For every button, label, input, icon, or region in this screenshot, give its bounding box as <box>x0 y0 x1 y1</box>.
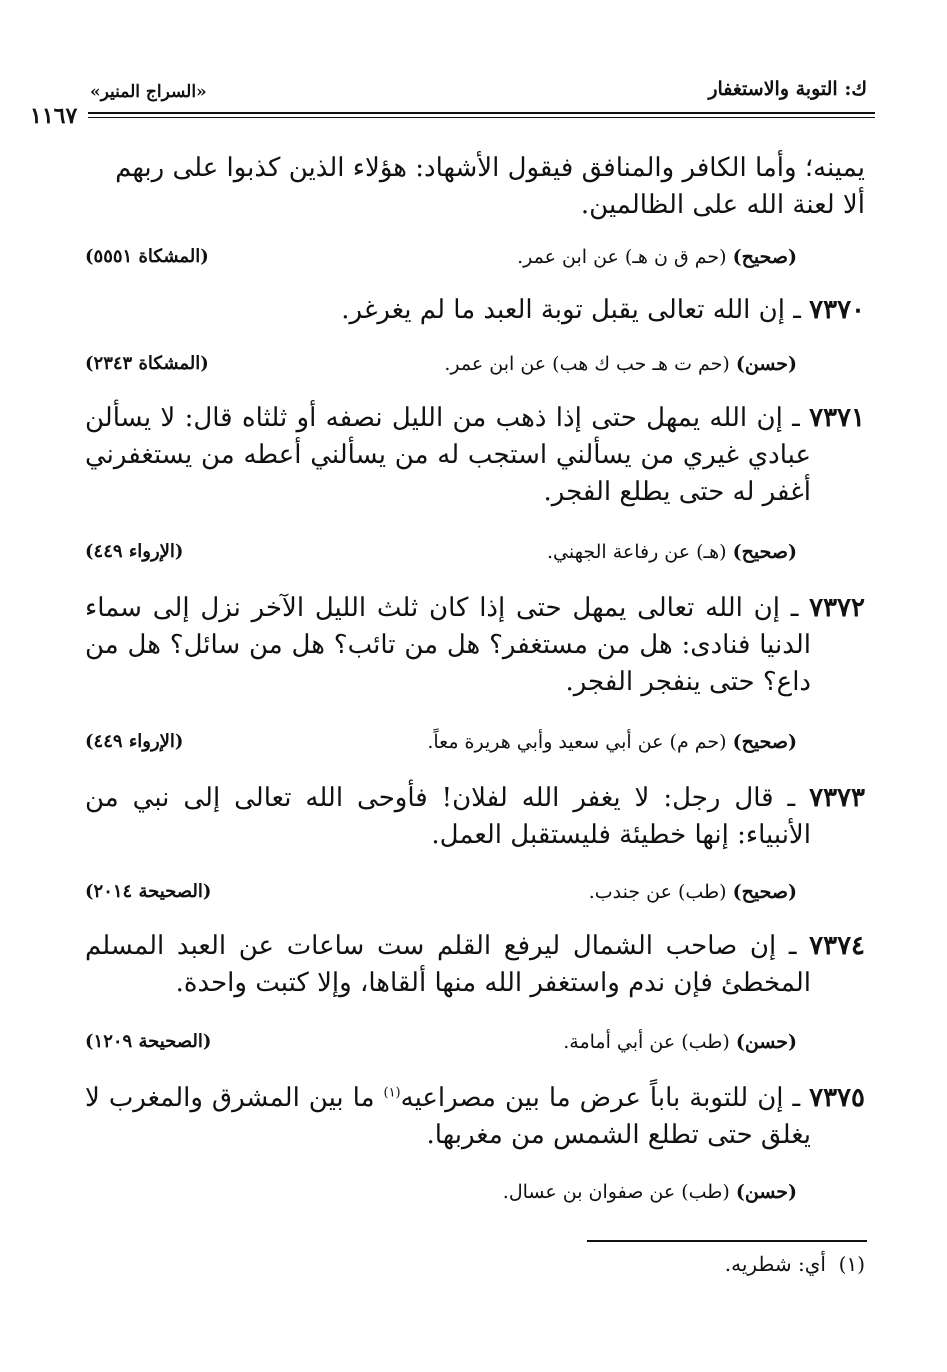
hadith-text: إن للتوبة باباً عرض ما بين مصراعيه <box>400 1083 784 1113</box>
source-text: (حم م) عن أبي سعيد وأبي هريرة معاً. <box>427 731 727 753</box>
hadith-reference: (الصحيحة ٢٠١٤) <box>85 881 212 902</box>
hadith-number: ٧٣٧٢ <box>809 593 865 623</box>
hadith-number: ٧٣٧٤ <box>809 931 865 961</box>
hadith-text-continued: ما بين المشرق والمغرب لا يغلق حتى تطلع الشمس من مغربها. <box>85 1083 811 1150</box>
hadith-number: ٧٣٧٥ <box>809 1083 865 1113</box>
header-rule-thin <box>88 117 875 118</box>
book-title: «السراج المنير» <box>90 82 207 102</box>
hadith-source <box>503 1180 797 1204</box>
source-text: (حم ق ن هـ) عن ابن عمر. <box>517 246 727 268</box>
hadith-text: إن صاحب الشمال ليرفع القلم ست ساعات عن العبد المسلم المخطئ فإن ندم واستغفر الله منها ألقاها، وإلا كتبت واحدة. <box>85 931 811 998</box>
hadith-entry: ٧٣٧٣ ـ قال رجل: لا يغفر الله لفلان! فأوحى الله تعالى إلى نبي من الأنبياء: إنها خطيئة فليستقبل العمل. <box>85 783 865 850</box>
grade: (صحيح) <box>732 881 797 903</box>
grade: (حسن) <box>735 1031 797 1053</box>
hadith-reference: (المشكاة ٢٣٤٣) <box>85 353 209 374</box>
hadith-text: إن الله يمهل حتى إذا ذهب من الليل نصفه أو ثلثاه قال: لا يسألن عبادي غيري من يسألني استجب له من يسألني أعطه من يستغفرني أغفر له حتى يطلع الفجر. <box>85 403 811 507</box>
hadith-source <box>444 352 797 376</box>
hadith-number: ٧٣٧٣ <box>809 783 865 813</box>
hadith-entry: ٧٣٧٥ ـ إن للتوبة باباً عرض ما بين مصراعيه$^{(١)}$ ما بين المشرق والمغرب لا يغلق حتى تطلع الشمس من مغربها. <box>85 1083 865 1150</box>
intro-line-1: يمينه؛ وأما الكافر والمنافق فيقول الأشهاد: هؤلاء الذين كذبوا على ربهم <box>115 153 865 183</box>
source-text: (هـ) عن رفاعة الجهني. <box>546 541 727 563</box>
hadith-reference: (الصحيحة ١٢٠٩) <box>85 1031 212 1052</box>
footnote-text: أي: شطريه. <box>724 1252 826 1276</box>
footnote-marker[interactable]: (١) <box>383 1085 401 1101</box>
source-text: (طب) عن جندب. <box>588 881 727 903</box>
footnote-mark: (١) <box>838 1252 865 1276</box>
hadith-source <box>589 880 797 904</box>
grade: (حسن) <box>735 353 797 375</box>
grade: (صحيح) <box>732 246 797 268</box>
hadith-number: ٧٣٧١ <box>809 403 865 433</box>
source-text: (حم ت هـ حب ك هب) عن ابن عمر. <box>444 353 730 375</box>
footnote-rule <box>587 1240 867 1242</box>
hadith-entry: ٧٣٧٢ ـ إن الله تعالى يمهل حتى إذا كان ثلث الليل الآخر نزل إلى سماء الدنيا فنادى: هل من مستغفر؟ هل من تائب؟ هل من سائل؟ هل من داع؟ حتى ينفجر الفجر. <box>85 593 865 697</box>
hadith-reference: (الإرواء ٤٤٩) <box>85 731 184 752</box>
grade: (صحيح) <box>732 541 797 563</box>
grade: (حسن) <box>735 1181 797 1203</box>
header-rule <box>88 112 875 114</box>
intro-source <box>517 245 797 269</box>
hadith-entry: ٧٣٧١ ـ إن الله يمهل حتى إذا ذهب من الليل نصفه أو ثلثاه قال: لا يسألن عبادي غيري من يسألني استجب له من يسألني أعطه من يستغفرني أغفر له حتى يطلع الفجر. <box>85 403 865 507</box>
source-text: (طب) عن صفوان بن عسال. <box>502 1181 730 1203</box>
hadith-entry: ٧٣٧٤ ـ إن صاحب الشمال ليرفع القلم ست ساعات عن العبد المسلم المخطئ فإن ندم واستغفر الله منها ألقاها، وإلا كتبت واحدة. <box>85 931 865 998</box>
intro-reference: (المشكاة ٥٥٥١) <box>85 246 209 267</box>
hadith-text: إن الله تعالى يقبل توبة العبد ما لم يغرغر. <box>341 295 785 325</box>
hadith-source <box>563 1030 797 1054</box>
chapter-title: ك: التوبة والاستغفار <box>708 78 867 100</box>
source-text: (طب) عن أبي أمامة. <box>563 1031 730 1053</box>
intro-line-2: ألا لعنة الله على الظالمين. <box>580 190 865 220</box>
hadith-entry: ٧٣٧٠ ـ إن الله تعالى يقبل توبة العبد ما لم يغرغر. <box>341 295 865 325</box>
footnote <box>725 1252 865 1276</box>
grade: (صحيح) <box>732 731 797 753</box>
hadith-reference: (الإرواء ٤٤٩) <box>85 541 184 562</box>
page-number: ١١٦٧ <box>30 103 78 129</box>
hadith-source <box>547 540 797 564</box>
hadith-number: ٧٣٧٠ <box>809 295 865 325</box>
hadith-text: إن الله تعالى يمهل حتى إذا كان ثلث الليل الآخر نزل إلى سماء الدنيا فنادى: هل من مستغفر؟ هل من تائب؟ هل من سائل؟ هل من داع؟ حتى ينفجر الفجر. <box>85 593 811 697</box>
hadith-source <box>427 730 797 754</box>
hadith-text: قال رجل: لا يغفر الله لفلان! فأوحى الله تعالى إلى نبي من الأنبياء: إنها خطيئة فليستقبل العمل. <box>85 783 811 850</box>
